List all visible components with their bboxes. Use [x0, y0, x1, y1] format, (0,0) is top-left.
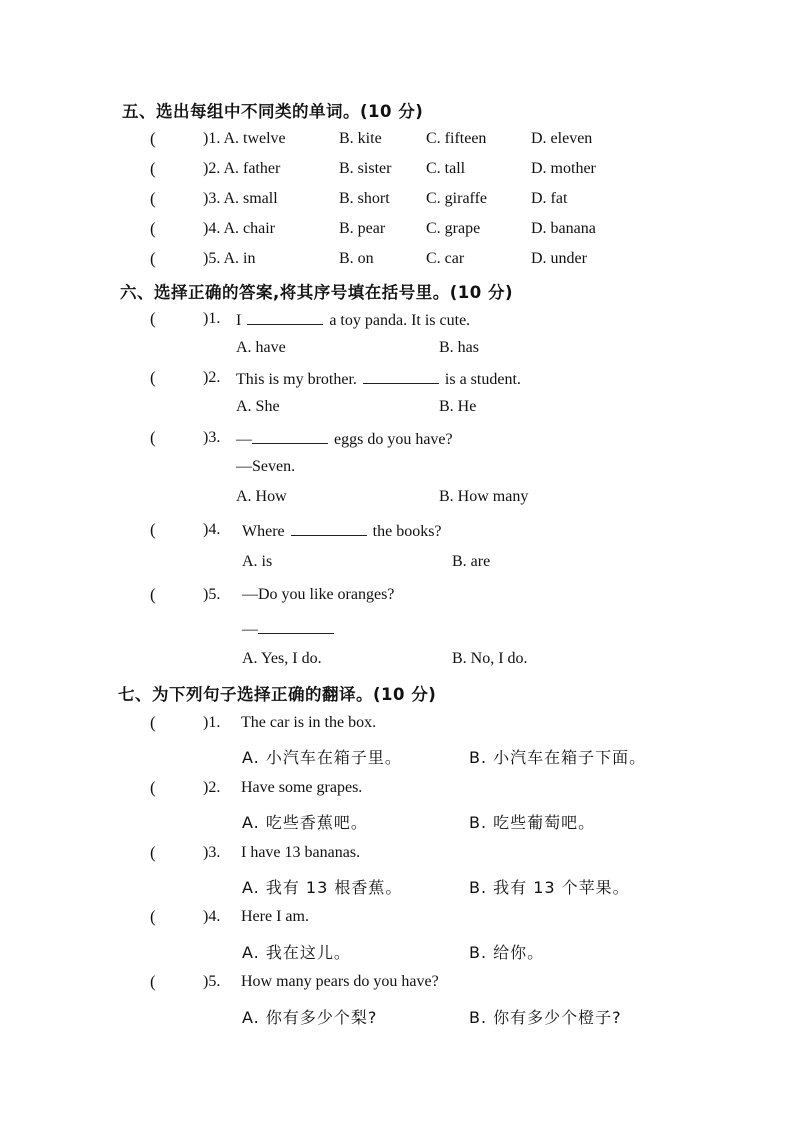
section-5-title: 五、选出每组中不同类的单词。(10 分): [122, 102, 424, 121]
section-6-title: 六、选择正确的答案,将其序号填在括号里。(10 分): [120, 283, 514, 302]
answer-blank[interactable]: [363, 369, 439, 384]
answer-blank[interactable]: [291, 521, 367, 536]
exam-page: 五、选出每组中不同类的单词。(10 分) ( )1. A. twelve B. kite C. fifteen D. eleven ( )2. A. father B. sister C. tall D. mother ( )3. A. small B. short C. giraffe D. fat ( )4. A. chair B. pear C. grape D. banana ( )5. A. in B. on C. car D. under 六、选择正确的答案,将其序号填在括号里。(10 分) ( )1. I a toy panda. It is cute. A. have B. has ( )2. This is my brother. is a student. A. She B. He ( )3. — eggs do you have? —Seven. A. How B. How many ( )4. Where the books? A. is B. are ( )5. —Do you like oranges? — A. Yes, I do. B. No, I do. 七、为下列句子选择正确的翻译。(10 分) ( )1. The car is in the box. A. 小汽车在箱子里。 B. 小汽车在箱子下面。 ( )2. Have some grapes. A. 吃些香蕉吧。 B. 吃些葡萄吧。 ( )3. I have 13 bananas. A. 我有 13 根香蕉。 B. 我有 13 个苹果。 ( )4. Here I am. A. 我在这儿。 B. 给你。 ( )5. How many pears do you have? A. 你有多少个梨? B. 你有多少个橙子?: [0, 0, 794, 1123]
section-7-title: 七、为下列句子选择正确的翻译。(10 分): [118, 685, 437, 704]
answer-blank[interactable]: [252, 429, 328, 444]
answer-blank[interactable]: [258, 619, 334, 634]
answer-blank[interactable]: [247, 310, 323, 325]
